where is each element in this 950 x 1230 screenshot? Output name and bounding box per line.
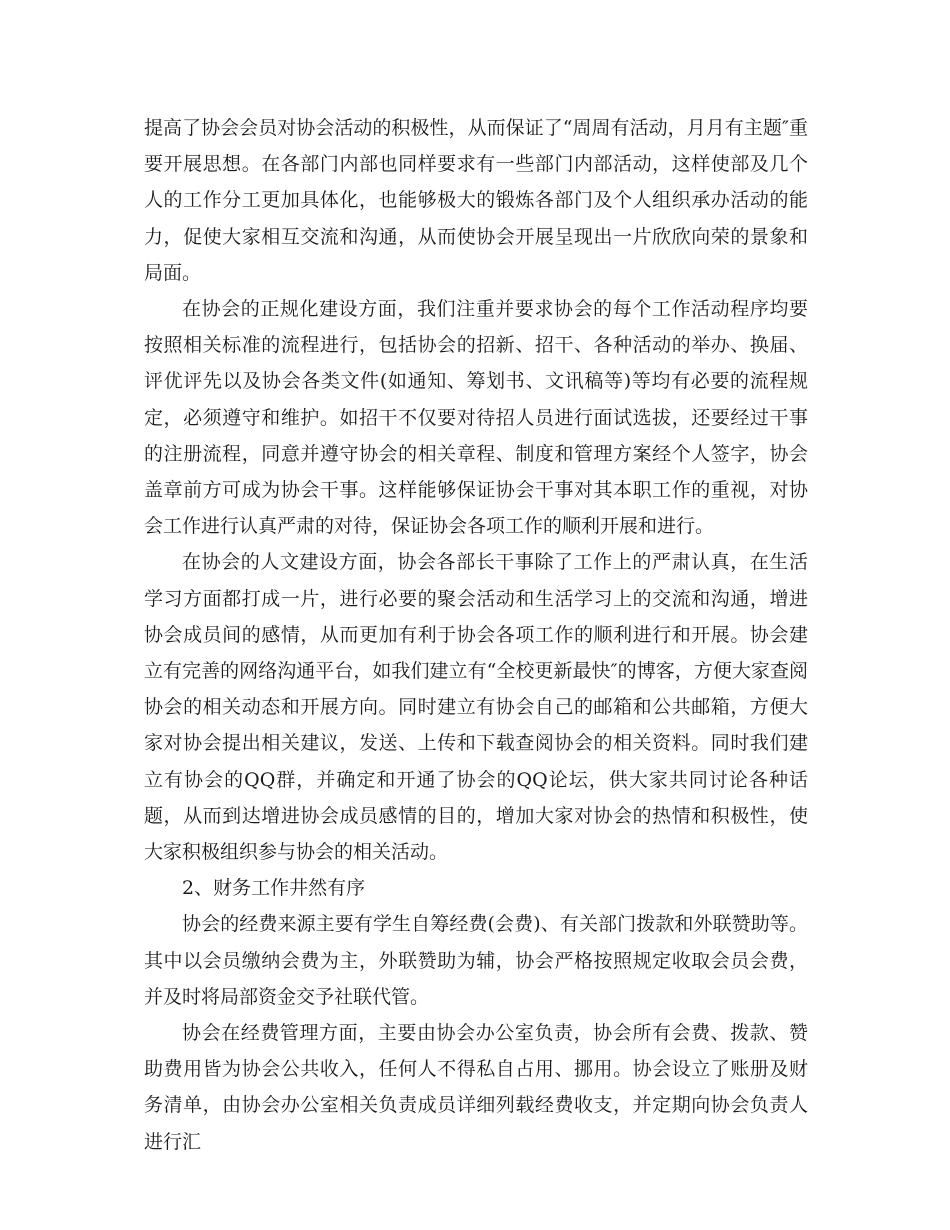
- paragraph-funding-management: 协会在经费管理方面，主要由协会办公室负责，协会所有会费、拨款、赞助费用皆为协会公共收入，任何人不得私自占用、挪用。协会设立了账册及财务清单，由协会办公室相关负责成员详细列载经费收支，并定期向协会负责人进行汇: [144, 1022, 808, 1153]
- paragraph-continuation: 提高了协会会员对协会活动的积极性，从而保证了“周周有活动，月月有主题″重要开展思想。在各部门内部也同样要求有一些部门内部活动，这样使部及几个人的工作分工更加具体化，也能够极大的锻炼各部门及个人组织承办活动的能力，促使大家相互交流和沟通，从而使协会开展呈现出一片欣欣向荣的景象和局面。: [144, 117, 808, 284]
- paragraph-humanities: 在协会的人文建设方面，协会各部长干事除了工作上的严肃认真，在生活学习方面都打成一片，进行必要的聚会活动和生活学习上的交流和沟通，增进协会成员间的感情，从而更加有利于协会各项工作的顺利进行和开展。协会建立有完善的网络沟通平台，如我们建立有“全校更新最快″的博客，方便大家查阅协会的相关动态和开展方向。同时建立有协会自己的邮箱和公共邮箱，方便大家对协会提出相关建议，发送、上传和下载查阅协会的相关资料。同时我们建立有协会的QQ群，并确定和开通了协会的QQ论坛，供大家共同讨论各种话题，从而到达增进协会成员感情的目的，增加大家对协会的热情和积极性，使大家积极组织参与协会的相关活动。: [144, 551, 808, 864]
- document-body: [144, 110, 808, 1160]
- paragraph-funding-sources: 协会的经费来源主要有学生自筹经费(会费)、有关部门拨款和外联赞助等。其中以会员缴纳会费为主，外联赞助为辅，协会严格按照规定收取会员会费，并及时将局部资金交予社联代管。: [144, 913, 808, 1008]
- paragraph-standardization: 在协会的正规化建设方面，我们注重并要求协会的每个工作活动程序均要按照相关标准的流程进行，包括协会的招新、招干、各种活动的举办、换届、评优评先以及协会各类文件(如通知、筹划书、文讯稿等)等均有必要的流程规定，必须遵守和维护。如招干不仅要对待招人员进行面试选拔，还要经过干事的注册流程，同意并遵守协会的相关章程、制度和管理方案经个人签字，协会盖章前方可成为协会干事。这样能够保证协会干事对其本职工作的重视，对协会工作进行认真严肃的对待，保证协会各项工作的顺利开展和进行。: [144, 298, 808, 538]
- section-heading-finance: 2、财务工作井然有序: [182, 877, 366, 900]
